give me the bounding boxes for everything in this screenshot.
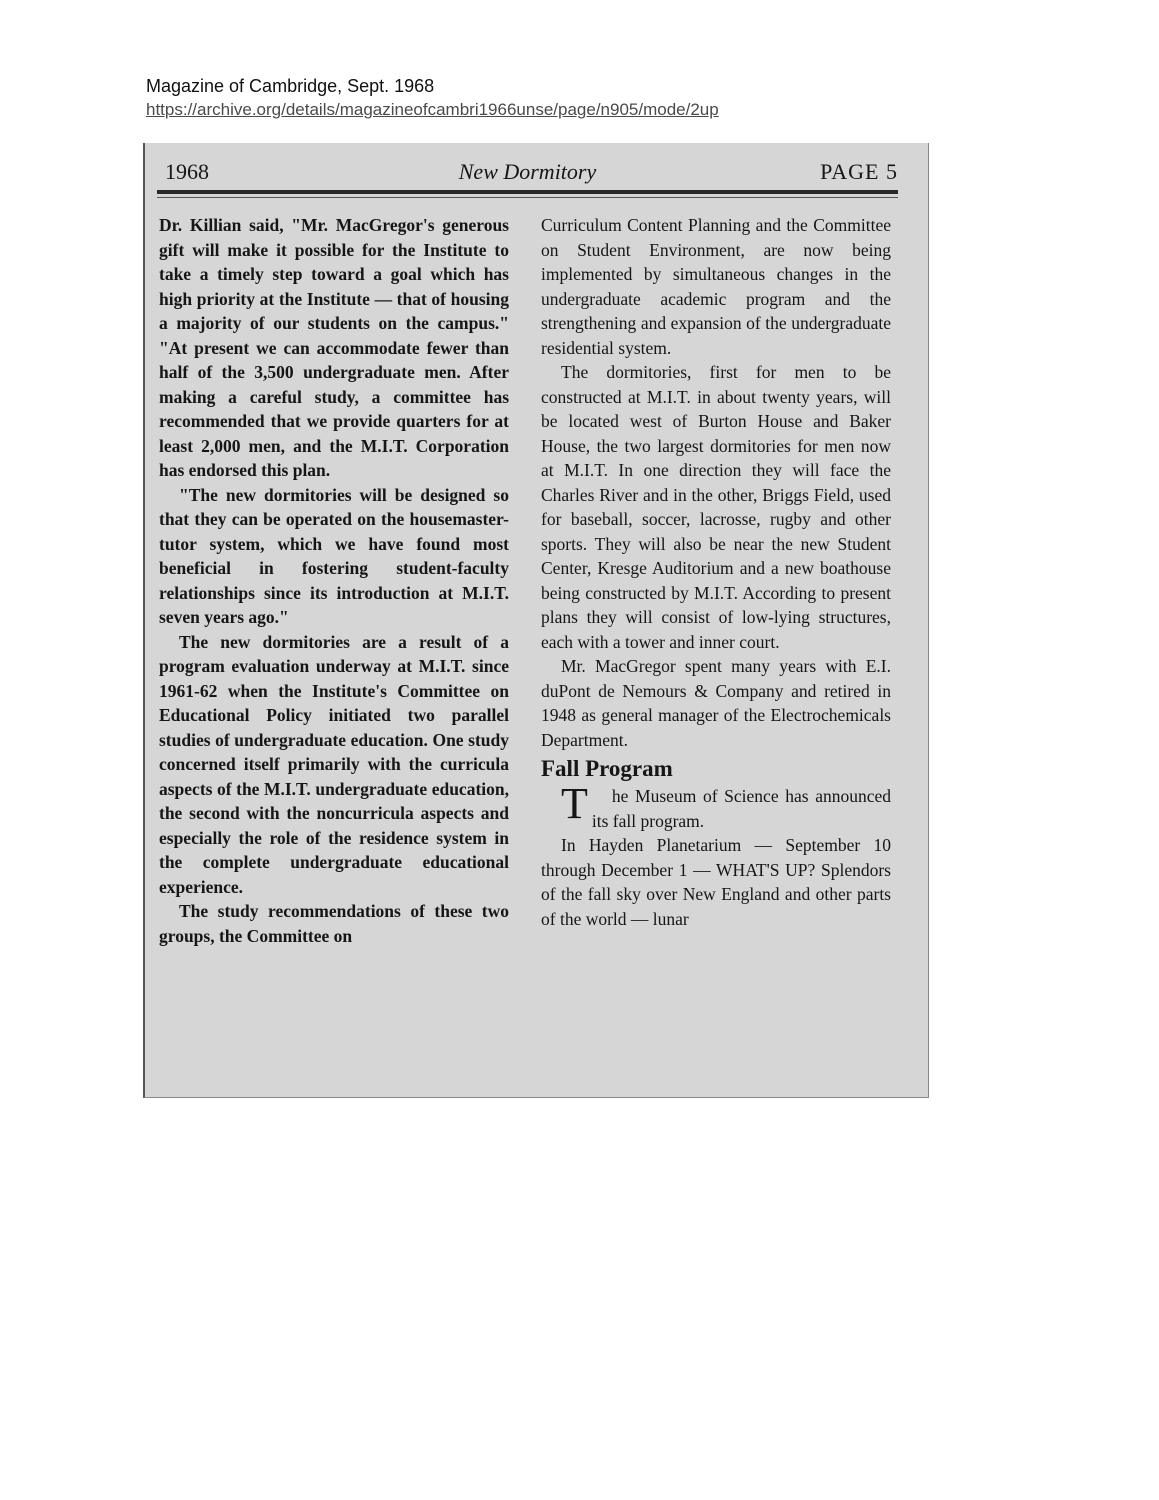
left-paragraph-1: Dr. Killian said, "Mr. MacGregor's generous gift will make it possible for the Institute to take a timely step toward a goal which has high priority at the Institute — that of housing a majority of our students on the campus." "At present we can accommodate fewer than half of the 3,500 undergraduate men. After making a careful study, a committee has recommended that we provide quarters for at least 2,000 men, and the M.I.T. Corporation has endorsed this plan. <box>159 215 509 480</box>
right-paragraph-1: Curriculum Content Planning and the Committee on Student Environment, are now being implemented by simultaneous changes in the undergraduate academic program and the strengthening and expansion of the undergraduate residential system. <box>541 215 891 358</box>
header-page-number: PAGE 5 <box>820 159 898 184</box>
header-title: New Dormitory <box>458 159 597 184</box>
source-url-link[interactable]: https://archive.org/details/magazineofcambri1966unse/page/n905/mode/2up <box>146 100 719 119</box>
header-year: 1968 <box>165 159 209 184</box>
newspaper-clipping <box>143 143 929 1098</box>
fall-program-intro-text: he Museum of Science has announced its fall program. <box>591 786 891 831</box>
left-paragraph-3: The new dormitories are a result of a program evaluation underway at M.I.T. since 1961-62 when the Institute's Committee on Educational Policy initiated two parallel studies of undergraduate education. One study concerned itself primarily with the curricula aspects of the M.I.T. undergraduate education, the second with the noncurricula aspects and especially the role of the residence system in the complete undergraduate educational experience. <box>159 631 509 897</box>
header-rule-thick <box>157 190 898 194</box>
fall-program-intro <box>541 779 891 833</box>
fall-program-heading: Fall Program <box>541 756 673 781</box>
right-column <box>541 213 891 931</box>
source-caption <box>146 74 719 122</box>
left-paragraph-4: The study recommendations of these two groups, the Committee on <box>159 901 509 946</box>
source-title: Magazine of Cambridge, Sept. 1968 <box>146 76 435 96</box>
left-paragraph-2: "The new dormitories will be designed so that they can be operated on the housemaster-tutor system, which we have found most beneficial in fostering student-faculty relationships since its introduction at M.I.T. seven years ago." <box>159 484 509 627</box>
header-rule-thin <box>157 197 898 198</box>
drop-cap-letter: T <box>561 779 588 828</box>
right-paragraph-2: The dormitories, first for men to be constructed at M.I.T. in about twenty years, will be located west of Burton House and Baker House, the two largest dormitories for men now at M.I.T. In one direction they will face the Charles River and in the other, Briggs Field, used for baseball, soccer, lacrosse, rugby and other sports. They will also be near the new Student Center, Kresge Auditorium and a new boathouse being constructed by M.I.T. According to present plans they will consist of low-lying structures, each with a tower and inner court. <box>541 362 891 652</box>
clipping-header <box>157 159 898 189</box>
right-paragraph-3: Mr. MacGregor spent many years with E.I. duPont de Nemours & Company and retired in 1948 as general manager of the Electrochemicals Department. <box>541 656 891 750</box>
left-column <box>159 213 509 948</box>
fall-program-paragraph-2: In Hayden Planetarium — September 10 through December 1 — WHAT'S UP? Splendors of the fall sky over New England and other parts of the world — lunar <box>541 835 891 929</box>
